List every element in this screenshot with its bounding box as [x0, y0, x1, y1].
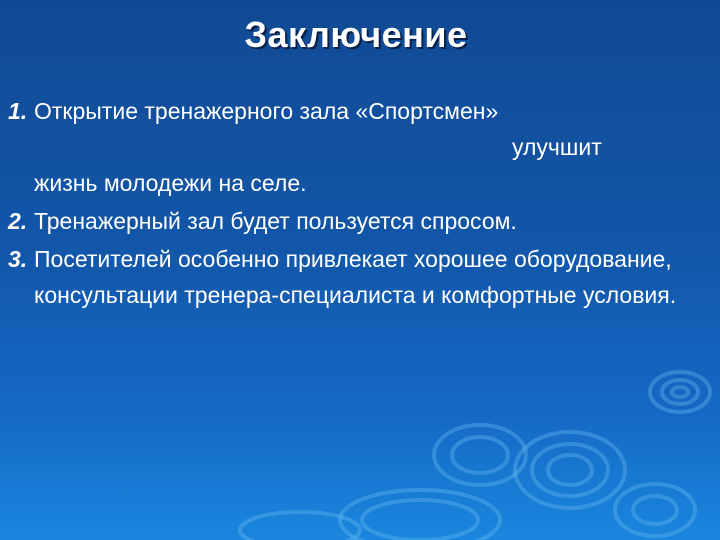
item-number: 1.	[8, 98, 28, 124]
conclusion-list	[8, 93, 708, 315]
item-text: Посетителей особенно привлекает хорошее оборудование, консультации тренера-специалиста и комфортные условия.	[34, 246, 677, 308]
list-item	[8, 203, 708, 239]
item-number: 3.	[8, 246, 28, 272]
item-text-continuation: улучшит	[512, 134, 602, 160]
item-number: 2.	[8, 208, 28, 234]
item-text: Тренажерный зал будет пользуется спросом.	[34, 208, 517, 234]
item-text: Открытие тренажерного зала «Спортсмен»	[34, 98, 499, 124]
item-text-end: жизнь молодежи на селе.	[34, 170, 307, 196]
slide-title: Заключение	[244, 14, 468, 55]
list-item	[8, 93, 708, 201]
list-item	[8, 241, 708, 313]
